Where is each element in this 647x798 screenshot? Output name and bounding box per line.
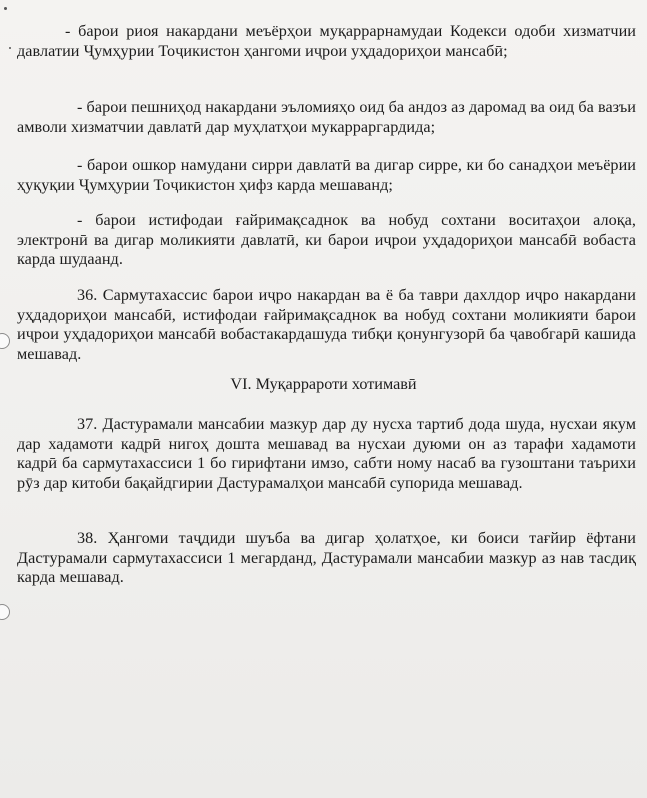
punch-hole-bottom xyxy=(0,604,10,620)
bullet-item: - барои истифодаи ғайримақсаднок ва нобуд сохтани воситаҳои алоқа, электронӣ ва дигар моликияти давлатӣ, ки барои иҷрои уҳдадориҳои мансабӣ вобаста карда шудаанд. xyxy=(17,211,636,269)
bullet-item: - барои риоя накардани меъёрҳои муқаррарнамудаи Кодекси одоби хизматчии давлатии Ҷумҳурии Тоҷикистон ҳангоми иҷрои уҳдадориҳои мансабӣ; xyxy=(17,22,636,60)
bullet-item: - барои ошкор намудани сирри давлатӣ ва дигар сирре, ки бо санадҳои меъёрии ҳуқуқии Ҷумҳурии Тоҷикистон ҳифз карда мешаванд; xyxy=(17,156,636,194)
paragraph-37: 37. Дастурамали мансабии мазкур дар ду нусха тартиб дода шуда, нусхаи якум дар хадамоти кадрӣ нигоҳ дошта мешавад ва нусхаи дуюми он аз тарафи хадамоти кадрӣ ба сармутахассиси 1 бо гирифтани имзо, сабти ному насаб ва гузоштани таърихи рӯз дар китоби бақайдгирии Дастурамалҳои мансабӣ супорида мешавад. xyxy=(17,415,636,492)
section-heading: VI. Муқаррароти хотимавӣ xyxy=(230,375,417,393)
scan-speck xyxy=(4,7,7,10)
punch-hole-top xyxy=(0,333,10,349)
scan-speck xyxy=(9,47,11,49)
paragraph-36: 36. Сармутахассис барои иҷро накардан ва ё ба таври дахлдор иҷро накардани уҳдадориҳои мансабӣ, истифодаи ғайримақсаднок ва нобуд сохтани моликияти барои иҷрои уҳдадориҳои мансабӣ вобастакардашуда тибқи қонунгузорӣ ба ҷавобгарӣ кашида мешавад. xyxy=(17,286,636,363)
bullet-item: - барои пешниҳод накардани эъломияҳо оид ба андоз аз даромад ва оид ба вазъи амволи хизматчии давлатӣ дар муҳлатҳои мукарраргардида; xyxy=(17,98,636,136)
paragraph-38: 38. Ҳангоми таҷдиди шуъба ва дигар ҳолатҳое, ки боиси тағйир ёфтани Дастурамали сармутахассиси 1 мегарданд, Дастурамали мансабии мазкур аз нав тасдиқ карда мешавад. xyxy=(17,529,636,587)
